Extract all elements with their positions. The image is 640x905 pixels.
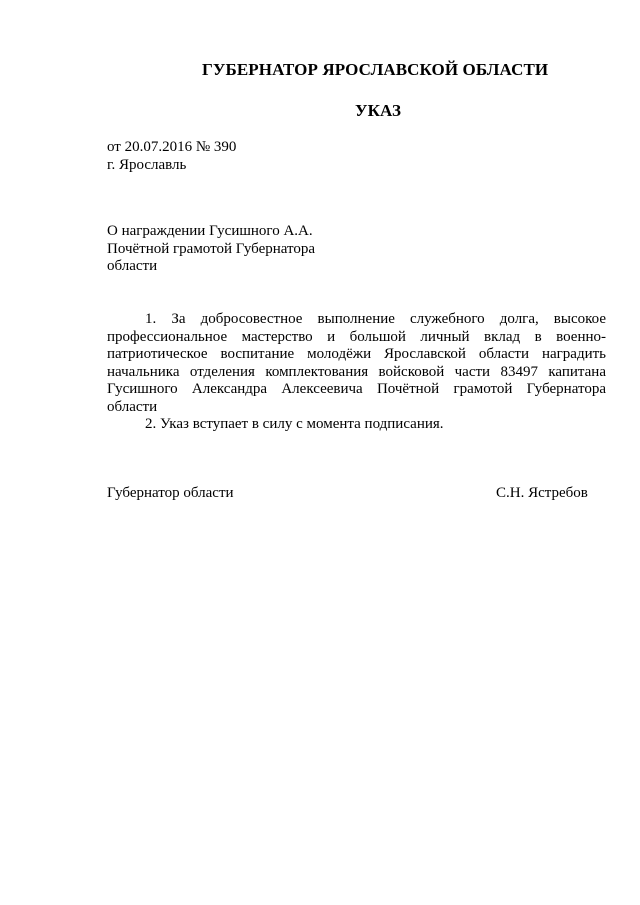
subject-line: области xyxy=(107,258,158,274)
subject-line: Почётной грамотой Губернатора xyxy=(107,240,316,257)
document-title: ГУБЕРНАТОР ЯРОСЛАВСКОЙ ОБЛАСТИ xyxy=(202,60,549,79)
document-body xyxy=(107,311,606,434)
signature-position: Губернатор области xyxy=(107,485,234,501)
signature-name: С.Н. Ястребов xyxy=(496,485,588,501)
body-paragraph-2: 2. Указ вступает в силу с момента подписания. xyxy=(145,416,444,432)
body-paragraph-1: 1. За добросовестное выполнение служебного долга, высокое профессиональное мастерство и большой личный вклад в военно-патриотическое воспитание молодёжи Ярославской области наградить начальника отделения комплектования войсковой части 83497 капитана Гусишного Александра Алексеевича Почётной грамотой Губернатора области xyxy=(107,311,606,415)
subject-block xyxy=(107,223,315,276)
date-number-line: от 20.07.2016 № 390 xyxy=(107,139,237,155)
subject-line: О награждении Гусишного А.А. xyxy=(107,223,313,239)
city-line: г. Ярославль xyxy=(107,157,187,173)
document-kind: УКАЗ xyxy=(355,101,402,120)
